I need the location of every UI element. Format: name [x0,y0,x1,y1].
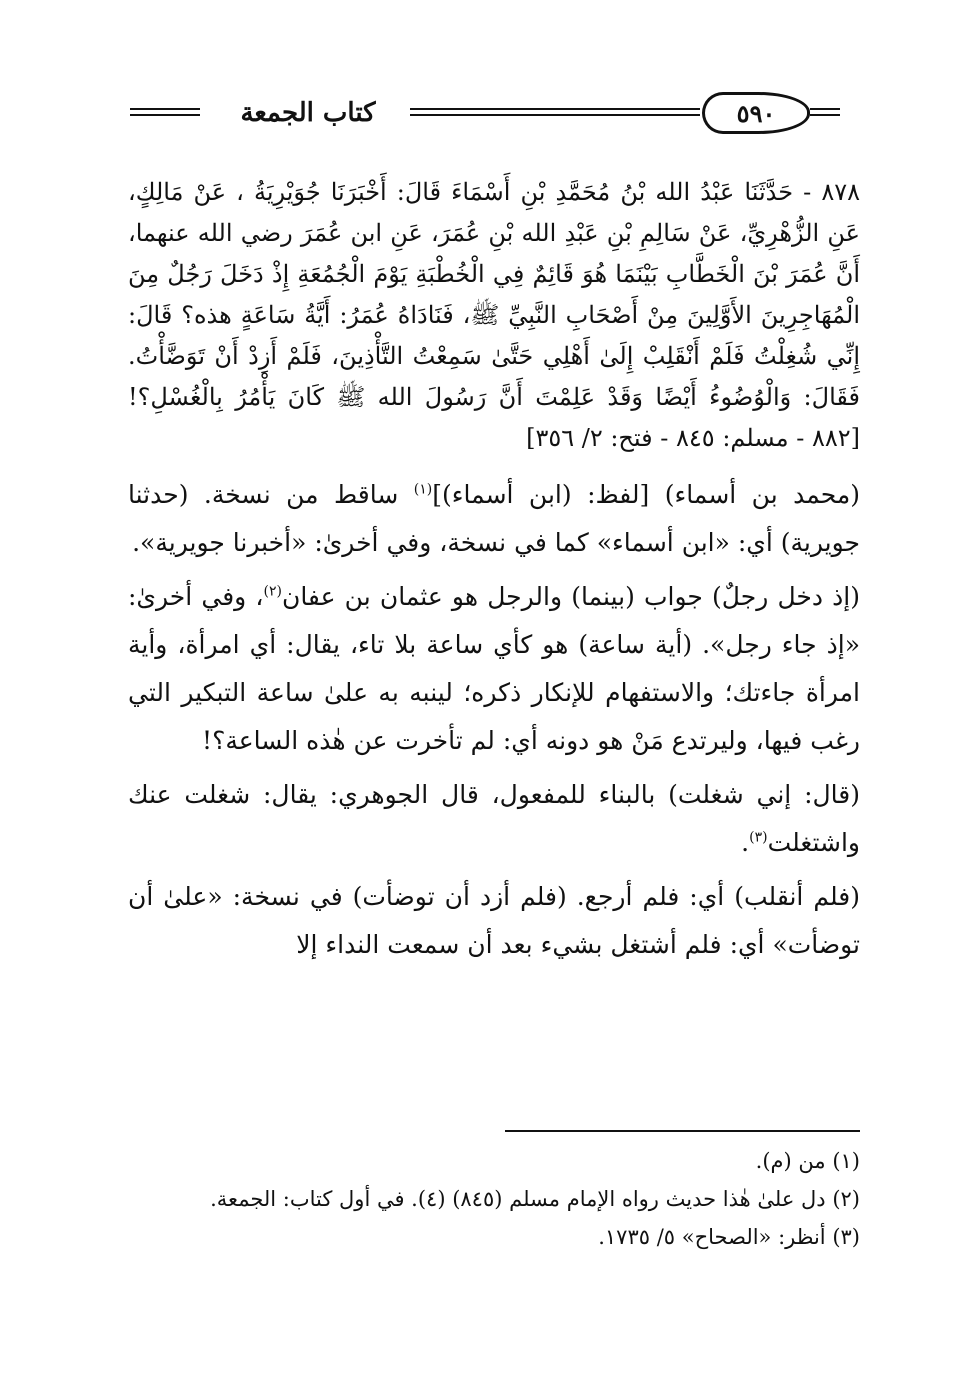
main-text [128,172,860,975]
paragraph-text: (فلم أنقلب) أي: فلم أرجع. (فلم أزد أن توضأت) في نسخة: «علىٰ أن توضأت» أي: فلم أشتغل بشيء بعد أن سمعت النداء إلا [128,882,860,959]
commentary-paragraph [128,771,860,867]
header-ornament-right [810,108,840,120]
footnote-divider [505,1130,860,1132]
footnote-marker: (٣) [749,829,768,846]
footnote-3: (٣) أنظر: «الصحاح» ٥/ ١٧٣٥. [598,1225,860,1249]
commentary-paragraph [128,471,860,567]
header-ornament-middle [410,108,700,120]
header-ornament-left [130,108,200,120]
hadith-body: ٨٧٨ - حَدَّثَنَا عَبْدُ الله بْنُ مُحَمَّدِ بْنِ أَسْمَاءَ قَالَ: أَخْبَرَنَا جُوَيْرِيَةُ ، عَنْ مَالِكٍ، عَنِ الزُّهْرِيِّ، عَنْ سَالِمِ بْنِ عَبْدِ الله بْنِ عُمَرَ، عَنِ ابن عُمَرَ رضي الله عنهما، أَنَّ عُمَرَ بْنَ الْخَطَّابِ بَيْنَمَا هُوَ قَائِمٌ فِي الْخُطْبَةِ يَوْمَ الْجُمُعَةِ إِذْ دَخَلَ رَجُلٌ مِنَ الْمُهَاجِرِينَ الأَوَّلِينَ مِنْ أَصْحَابِ النَّبِيِّ ﷺ، فَنَادَاهُ عُمَرُ: أَيَّةُ سَاعَةٍ هذه؟ قَالَ: إِنِّي شُغِلْتُ فَلَمْ أَنْقَلِبْ إِلَىٰ أَهْلِي حَتَّىٰ سَمِعْتُ التَّأْذِينَ، فَلَمْ أَزِدْ أَنْ تَوَضَّأْتُ. فَقَالَ: وَالْوُضُوءُ أَيْضًا وَقَدْ عَلِمْتَ أَنَّ رَسُولَ الله ﷺ كَانَ يَأْمُرُ بِالْغُسْلِ؟! [128,178,861,411]
paragraph-text: ، وفي أخرىٰ: «إذ جاء رجل». (أية ساعة) هو كأي ساعة بلا تاء، يقال: أي امرأة، وأية امرأة جاءتك؛ والاستفهام للإنكار ذكره؛ لينبه به علىٰ ساعة التبكير التي رغب فيها، وليرتدع مَنْ هو دونه أي: لم تأخرت عن هٰذه الساعة؟! [128,582,860,755]
running-header [130,92,840,140]
paragraph-text: (إذ دخل رجلٌ) جواب (بينما) والرجل هو عثمان بن عفان [281,582,860,611]
footnote-marker: (١) [413,481,433,498]
paragraph-text: . [741,828,750,857]
paragraph-text: (محمد بن أسماء) [لفظ: (ابن أسماء)] [432,480,861,509]
paragraph-text: ساقط من نسخة. (حدثنا جويرية) أي: «ابن أسماء» كما في نسخة، وفي أخرىٰ: «أخبرنا جويرية». [128,480,860,557]
footnote-2: (٢) دل علىٰ هٰذا حديث رواه الإمام مسلم (٨٤٥) (٤). في أول كتاب: الجمعة. [210,1187,860,1211]
footnote-marker: (٢) [263,583,282,600]
paragraph-text: (قال: إني شغلت) بالبناء للمفعول، قال الجوهري: يقال: شغلت عنك واشتغلت [128,780,860,857]
chapter-title: كتاب الجمعة [240,98,376,128]
footnotes [128,1130,860,1256]
footnote-1: (١) من (م). [755,1149,860,1173]
commentary-paragraph [128,873,860,969]
hadith-source: [٨٨٢ - مسلم: ٨٤٥ - فتح: ٢/ ٣٥٦] [526,424,860,452]
commentary-paragraph [128,573,860,765]
hadith-text [128,172,860,459]
page-number: ٥٩٠ [702,92,810,134]
